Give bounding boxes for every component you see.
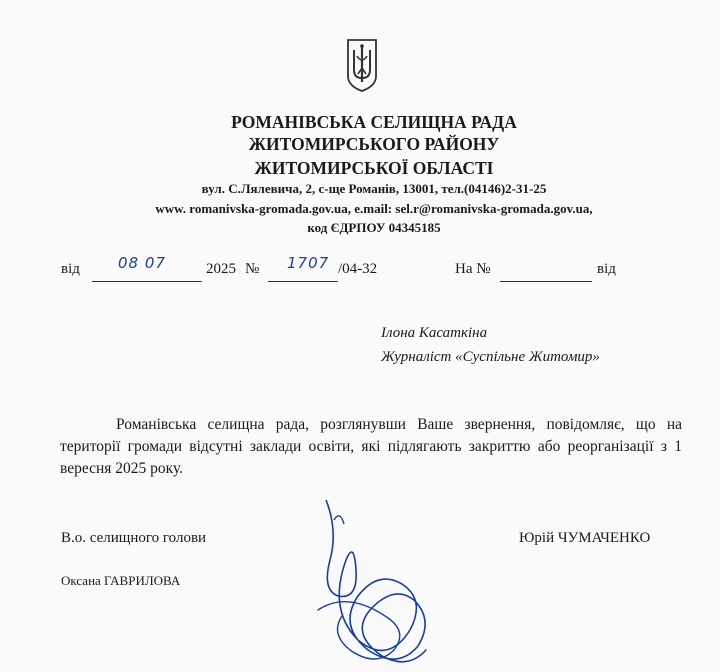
recipient-position: Журналіст «Суспільне Житомир» bbox=[381, 349, 600, 365]
handwritten-signature bbox=[298, 500, 438, 672]
number-suffix: /04-32 bbox=[338, 261, 378, 277]
org-name-line2: ЖИТОМИРСЬКОГО РАЙОНУ bbox=[248, 134, 500, 154]
reply-number-label: На № bbox=[455, 261, 491, 277]
org-edrpou: код ЄДРПОУ 04345185 bbox=[307, 220, 441, 235]
letter-body bbox=[60, 414, 682, 480]
letter-year: 2025 bbox=[206, 261, 236, 277]
org-name-line1: РОМАНІВСЬКА СЕЛИЩНА РАДА bbox=[231, 112, 517, 132]
letter-paragraph: Романівська селищна рада, розглянувши Ваше звернення, повідомляє, що на території громади відсутні заклади освіти, які підлягають закриттю або реорганізації з 1 вересня 2025 року. bbox=[60, 416, 682, 477]
org-web-email: www. romanivska-gromada.gov.ua, e.mail: sel.r@romanivska-gromada.gov.ua, bbox=[155, 201, 593, 216]
from-label: від bbox=[61, 261, 80, 277]
org-address: вул. С.Лялевича, 2, с-ще Романів, 13001, тел.(04146)2-31-25 bbox=[201, 181, 547, 196]
coat-of-arms-icon bbox=[345, 38, 379, 92]
signatory-name: Юрій ЧУМАЧЕНКО bbox=[519, 530, 651, 546]
org-name-line3: ЖИТОМИРСЬКОЇ ОБЛАСТІ bbox=[254, 158, 494, 178]
executor-name: Оксана ГАВРИЛОВА bbox=[61, 573, 181, 588]
number-sign: № bbox=[245, 261, 260, 277]
handwritten-number: 1707 bbox=[287, 254, 330, 272]
recipient-name: Ілона Касаткіна bbox=[381, 325, 488, 341]
signatory-title: В.о. селищного голови bbox=[61, 530, 207, 546]
reply-number-underline bbox=[500, 263, 592, 282]
handwritten-date: 08 07 bbox=[118, 254, 166, 272]
reply-from-label: від bbox=[597, 261, 616, 277]
